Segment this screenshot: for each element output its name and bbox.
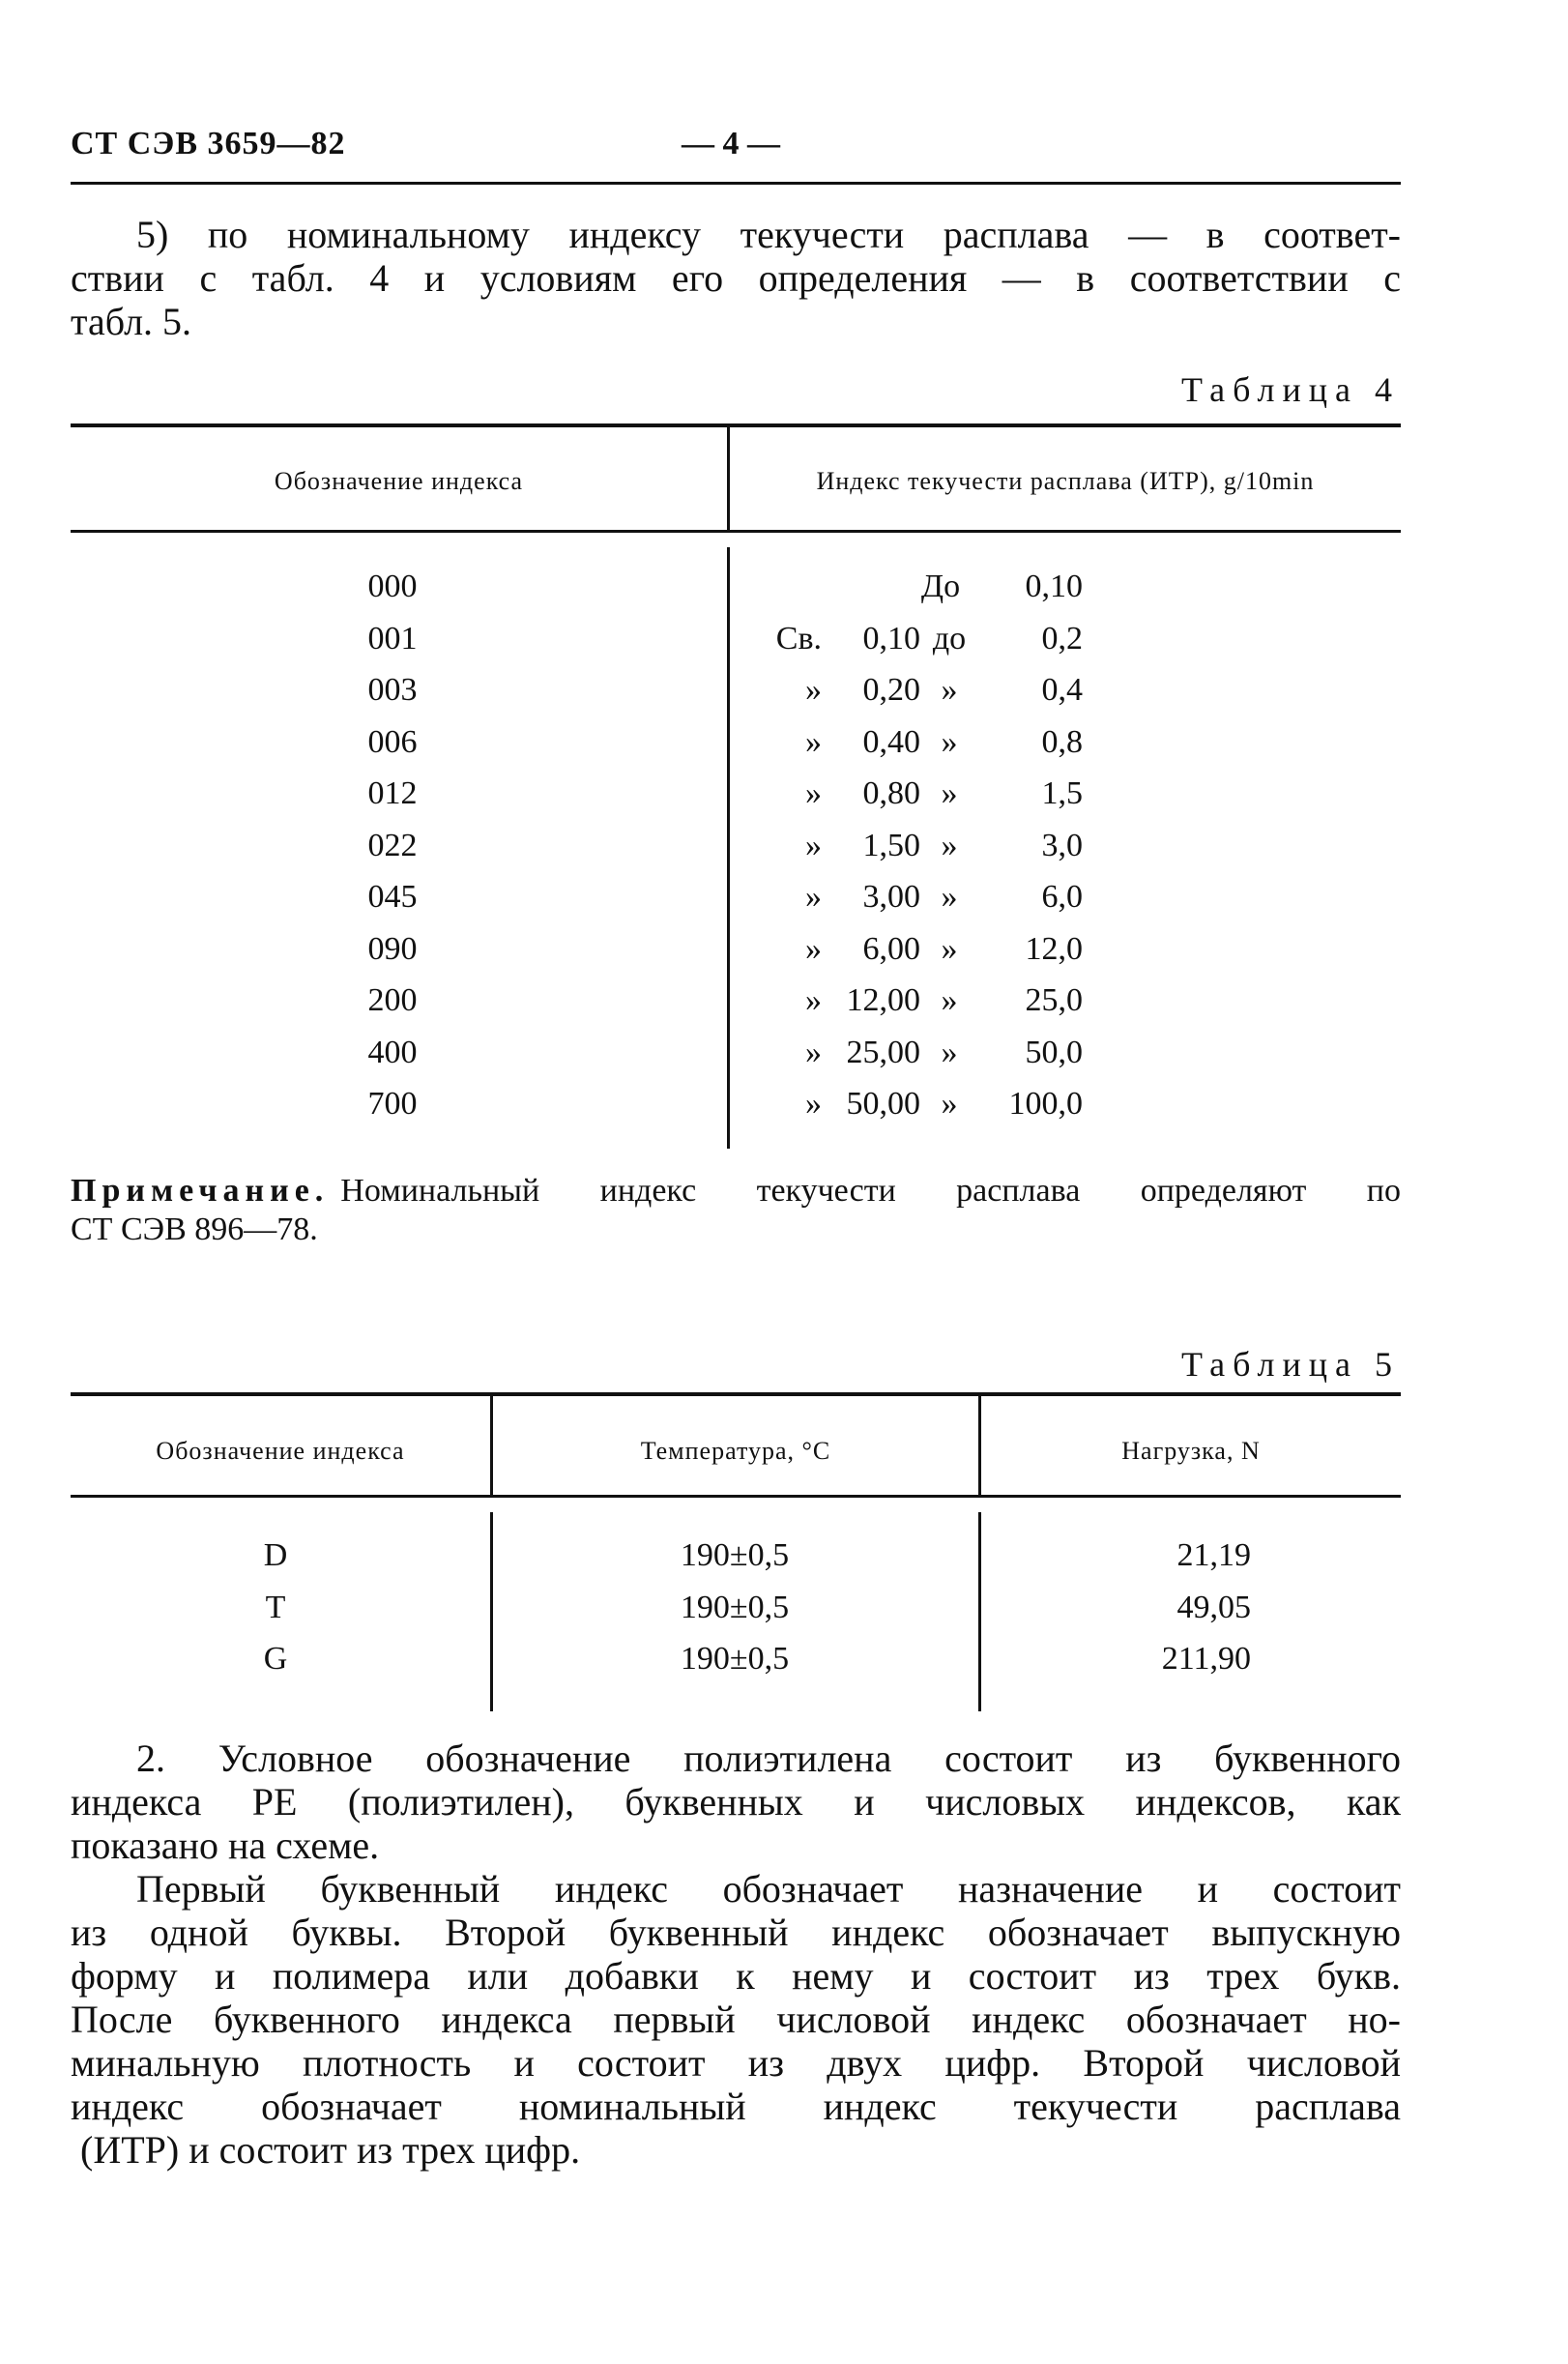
table5-header-load: Нагрузка, N	[1121, 1437, 1261, 1465]
standard-designation: СТ СЭВ 3659—82	[71, 126, 346, 161]
table4-cell-from: 50,00	[846, 1086, 920, 1122]
section3-line: форму и полимера или добавки к нему и состоит из трех букв.	[71, 1954, 1401, 1998]
table4-cell-code: 006	[367, 724, 418, 760]
table4-cell-separator: »	[941, 775, 958, 811]
section3-line: минальную плотность и состоит из двух цифр. Второй числовой	[71, 2041, 1401, 2085]
table4-cell-to: 12,0	[1025, 931, 1083, 967]
table4-cell-separator: »	[941, 828, 958, 863]
table4-cell-separator: »	[941, 982, 958, 1018]
section3-line: Первый буквенный индекс обозначает назначение и состоит	[136, 1867, 1401, 1911]
section2-line: 2. Условное обозначение полиэтилена состоит из буквенного	[136, 1737, 1401, 1780]
table4-cell-from: 25,00	[846, 1035, 920, 1070]
intro-paragraph	[71, 213, 1401, 343]
table4-cell-prefix: »	[805, 672, 822, 708]
section3-paragraph	[71, 1867, 1401, 2172]
table4-cell-to: 0,2	[1041, 621, 1083, 657]
table4-cell-code: 003	[367, 672, 418, 708]
table4-header-code: Обозначение индекса	[274, 467, 524, 495]
table5-cell-temperature: 190±0,5	[680, 1590, 790, 1625]
table4-cell-from: 3,00	[862, 879, 920, 915]
table4-cell-prefix: »	[805, 1086, 822, 1122]
table5-cell-load: 211,90	[1161, 1641, 1251, 1677]
table4-cell-from: 1,50	[862, 828, 920, 863]
table5-cell-load: 21,19	[1176, 1537, 1251, 1573]
table4-cell-prefix: »	[805, 931, 822, 967]
table4-cell-code: 022	[367, 828, 418, 863]
page-number: — 4 —	[682, 126, 780, 161]
table4-cell-separator: »	[941, 1086, 958, 1122]
table5-body-divider-2	[978, 1512, 981, 1711]
table4-cell-code: 001	[367, 621, 418, 657]
intro-line: 5) по номинальному индексу текучести расплава — в соответ-	[136, 213, 1401, 256]
table4-cell-code: 000	[367, 569, 418, 604]
table4-cell-to: 100,0	[1008, 1086, 1083, 1122]
table4-cell-to: 0,8	[1041, 724, 1083, 760]
table5-cell-code: D	[263, 1537, 288, 1573]
table4-cell-separator: до	[932, 621, 967, 657]
table5-cell-temperature: 190±0,5	[680, 1537, 790, 1573]
table4-cell-code: 090	[367, 931, 418, 967]
table4-cell-prefix: »	[805, 724, 822, 760]
section2-line: индекса РЕ (полиэтилен), буквенных и числовых индексов, как	[71, 1780, 1401, 1824]
table4-cell-prefix: »	[805, 775, 822, 811]
table4-cell-to: 6,0	[1041, 879, 1083, 915]
intro-line: табл. 5.	[71, 300, 192, 343]
table4-cell-prefix: Св.	[775, 621, 822, 657]
table4-cell-to: 3,0	[1041, 828, 1083, 863]
table5-body-divider-1	[490, 1512, 493, 1711]
section3-line: (ИТР) и состоит из трех цифр.	[80, 2128, 581, 2172]
table4-cell-prefix: »	[805, 879, 822, 915]
table4-cell-separator: »	[941, 672, 958, 708]
table4-cell-from: 0,80	[862, 775, 920, 811]
table4-cell-separator: »	[941, 724, 958, 760]
table4-cell-to: 0,4	[1041, 672, 1083, 708]
table5-cell-code: G	[263, 1641, 288, 1677]
section2-line: показано на схеме.	[71, 1824, 380, 1867]
table5-header-code: Обозначение индекса	[156, 1437, 405, 1465]
table4-cell-code: 400	[367, 1035, 418, 1070]
table4-cell-code: 045	[367, 879, 418, 915]
table4-cell-to: 25,0	[1025, 982, 1083, 1018]
table4-cell-code: 700	[367, 1086, 418, 1122]
table4-cell-prefix: »	[805, 982, 822, 1018]
note-text: Номинальный индекс текучести расплава определяют по	[340, 1173, 1401, 1209]
table5-cell-code: T	[265, 1590, 286, 1625]
table4-cell-separator: »	[941, 879, 958, 915]
table4-cell-from: 0,20	[862, 672, 920, 708]
table4-cell-from: 0,10	[862, 621, 920, 657]
table4-note	[71, 1172, 1401, 1249]
section2-paragraph	[71, 1737, 1401, 1867]
table5-cell-load: 49,05	[1176, 1590, 1251, 1625]
table4-cell-from: 12,00	[846, 982, 920, 1018]
table4-cell-to: 1,5	[1041, 775, 1083, 811]
table4-cell-separator: До	[920, 569, 961, 604]
section3-line: После буквенного индекса первый числовой индекс обозначает но-	[71, 1998, 1401, 2041]
header-rule	[71, 182, 1401, 185]
table4-cell-to: 50,0	[1025, 1035, 1083, 1070]
table4-cell-from: 0,40	[862, 724, 920, 760]
table5-header-rule	[71, 1495, 1401, 1498]
note-reference: СТ СЭВ 896—78.	[71, 1211, 318, 1247]
table4-cell-prefix: »	[805, 828, 822, 863]
table4-header-mfr: Индекс текучести расплава (ИТР), g/10min	[816, 467, 1315, 495]
table4-cell-separator: »	[941, 1035, 958, 1070]
note-label: Примечание.	[71, 1173, 330, 1209]
table4-cell-to: 0,10	[1025, 569, 1083, 604]
table4-cell-prefix: »	[805, 1035, 822, 1070]
table4-body-divider	[727, 547, 730, 1149]
table4-caption: Таблица 4	[1181, 370, 1400, 409]
table5-top-rule	[71, 1392, 1401, 1396]
section3-line: из одной буквы. Второй буквенный индекс обозначает выпускную	[71, 1911, 1401, 1954]
table4-cell-code: 200	[367, 982, 418, 1018]
table4-top-rule	[71, 423, 1401, 427]
table4-cell-from: 6,00	[862, 931, 920, 967]
intro-line: ствии с табл. 4 и условиям его определения — в соответствии с	[71, 256, 1401, 300]
table5-cell-temperature: 190±0,5	[680, 1641, 790, 1677]
table4-cell-separator: »	[941, 931, 958, 967]
table4-header-rule	[71, 530, 1401, 533]
table5-caption: Таблица 5	[1181, 1345, 1400, 1384]
table4-cell-code: 012	[367, 775, 418, 811]
section3-line: индекс обозначает номинальный индекс текучести расплава	[71, 2085, 1401, 2128]
table5-header-temp: Температура, °С	[640, 1437, 831, 1465]
